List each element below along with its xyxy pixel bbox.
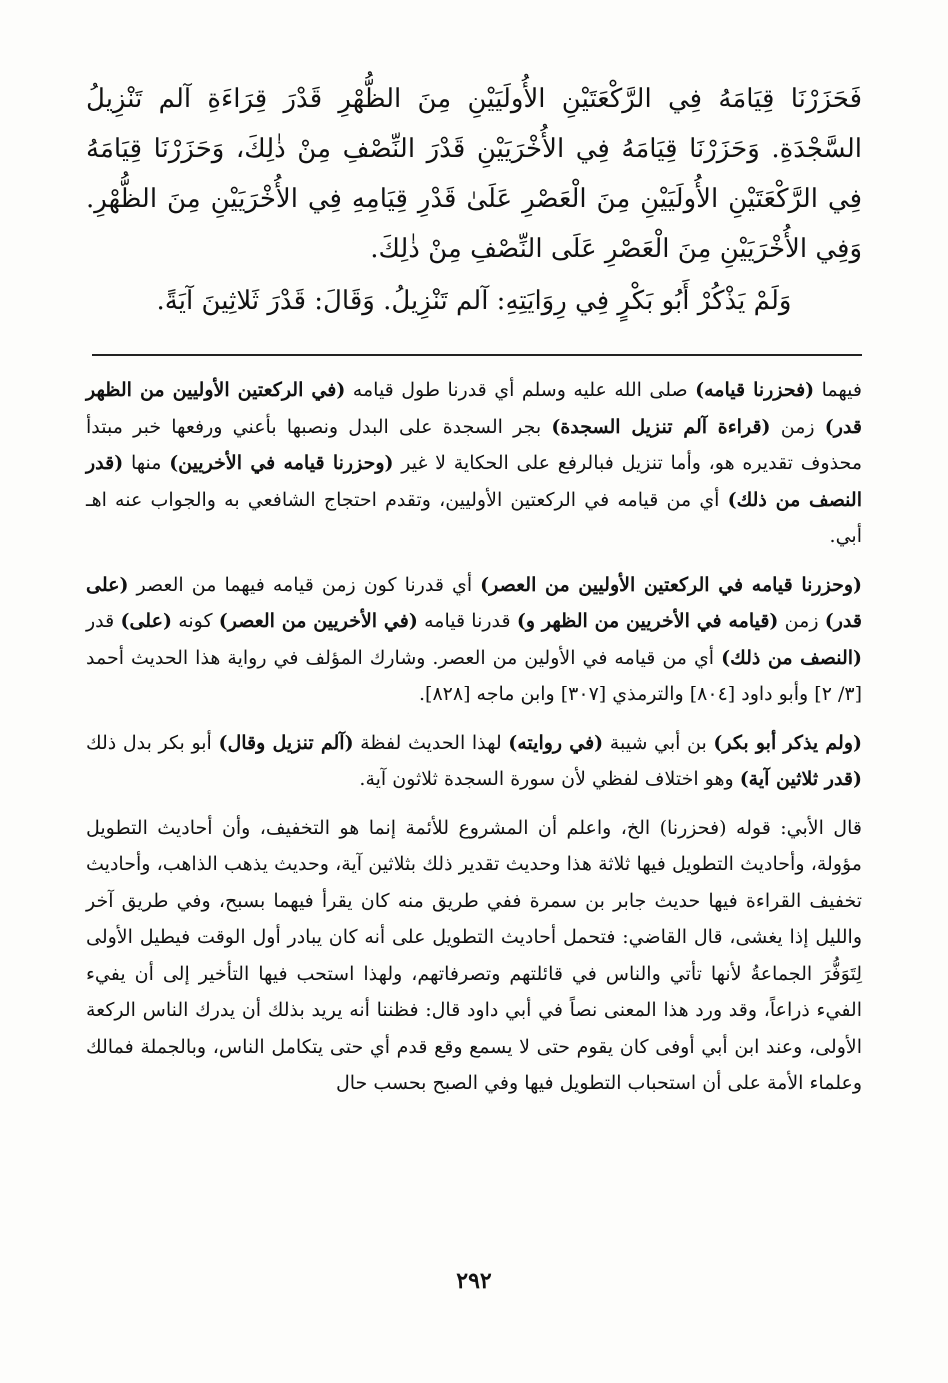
quoted-phrase: (فحزرنا قيامه) bbox=[695, 379, 815, 401]
quoted-phrase: (في روايته) bbox=[508, 731, 604, 754]
commentary-text: منها bbox=[123, 452, 170, 474]
commentary-text: زمن bbox=[770, 415, 825, 438]
quoted-phrase: (ولم يذكر أبو بكر) bbox=[713, 731, 862, 754]
commentary-text: بن أبي شيبة bbox=[603, 731, 714, 754]
commentary-text: أي قدرنا كون زمن قيامه فيهما من العصر bbox=[128, 573, 481, 596]
hadith-paragraph: فَحَزَرْنَا قِيَامَهُ فِي الرَّكْعَتَيْنِ الأُولَيَيْنِ مِنَ الظُّهْرِ قَدْرَ قِرَاءَةِ آلم تَنْزِيلُ السَّجْدَةِ. وَحَزَرْنَا قِيَامَهُ فِي الأُخْرَيَيْنِ قَدْرَ النِّصْفِ مِنْ ذٰلِكَ، وَحَزَرْنَا قِيَامَهُ فِي الرَّكْعَتَيْنِ الأُولَيَيْنِ مِنَ الْعَصْرِ عَلَىٰ قَدْرِ قِيَامِهِ فِي الأُخْرَيَيْنِ مِنَ الظُّهْرِ. وَفِي الأُخْرَيَيْنِ مِنَ الْعَصْرِ عَلَى النِّصْفِ مِنْ ذٰلِكَ. bbox=[86, 84, 862, 264]
commentary-text: قدرنا قيامه bbox=[417, 610, 517, 632]
quoted-phrase: (في الركعتين الأوليين من الظهر قدر) bbox=[86, 379, 862, 438]
commentary bbox=[86, 372, 862, 1114]
quoted-phrase: (وحزرنا قيامه في الركعتين الأوليين من العصر) bbox=[480, 573, 862, 596]
commentary-text: فيهما bbox=[814, 379, 862, 401]
quoted-phrase: (قدر ثلاثين آية) bbox=[739, 768, 862, 790]
quoted-phrase: (في الأخريين من العصر) bbox=[218, 610, 418, 632]
quoted-phrase: (قراءة آلم تنزيل السجدة) bbox=[551, 415, 771, 438]
quoted-phrase: (النصف من ذلك) bbox=[721, 646, 863, 669]
commentary-text: لهذا الحديث لفظة bbox=[353, 731, 509, 754]
commentary-text: بجر السجدة على البدل ونصبها بأعني ورفعها خبر مبتدأ محذوف تقديره هو، وأما تنزيل فبالرفع على الحكاية لا غير bbox=[86, 415, 862, 474]
commentary-text: أبو بكر بدل ذلك bbox=[86, 731, 219, 754]
commentary-text: وهو اختلاف لفظي لأن سورة السجدة ثلاثون آية. bbox=[359, 768, 740, 790]
separator-line bbox=[92, 354, 862, 356]
commentary-text: زمن bbox=[778, 610, 825, 632]
page-number: ٢٩٢ bbox=[456, 1268, 492, 1294]
commentary-paragraph bbox=[86, 567, 862, 713]
commentary-paragraph bbox=[86, 725, 862, 798]
hadith-text bbox=[86, 74, 862, 326]
hadith-narration-note: وَلَمْ يَذْكُرْ أَبُو بَكْرٍ فِي رِوَايَتِهِ: آلم تَنْزِيلُ. وَقَالَ: قَدْرَ ثَلاثِينَ آيَةً. bbox=[156, 286, 792, 316]
commentary-text: أي من قيامه في الأولين من العصر. وشارك المؤلف في رواية هذا الحديث أحمد [٣/ ٢] وأبو داود [٨٠٤] والترمذي [٣٠٧] وابن ماجه [٨٢٨]. bbox=[86, 646, 862, 705]
quoted-phrase: (قدر النصف من ذلك) bbox=[86, 452, 862, 511]
quoted-phrase: (وحزرنا قيامه في الأخريين) bbox=[169, 452, 394, 474]
commentary-paragraph bbox=[86, 372, 862, 555]
commentary-paragraph: قال الأبي: قوله (فحزرنا) الخ، واعلم أن المشروع للأئمة إنما هو التخفيف، وأن أحاديث التطويل مؤولة، وأحاديث التطويل فيها ثلاثة هذا وحديث تقدير ذلك بثلاثين آية، وحديث يذهب الذاهب، وأحاديث تخفيف القراءة فيها حديث جابر بن سمرة ففي طريق منه كان يقرأ فيهما بسبح، وفي طريق آخر والليل إذا يغشى، قال القاضي: فتحمل أحاديث التطويل على أنه كان يبادر أول الوقت فيطيل الأولى لِتَوَفُّرَ الجماعةُ لأنها تأتي والناس في قائلتهم وتصرفاتهم، ولهذا استحب فيها التأخير إلى أن يفيء الفيء ذراعاً، وقد ورد هذا المعنى نصاً في أبي داود قال: فظننا أنه يريد بذلك أن يدرك الناس الركعة الأولى، وعند ابن أبي أوفى كان يقوم حتى لا يسمع وقع قدم أي حتى يتكامل الناس، وبالجملة فمالك وعلماء الأمة على أن استحباب التطويل فيها وفي الصبح بحسب حال bbox=[86, 816, 862, 1094]
commentary-text: أي من قيامه في الركعتين الأوليين، وتقدم احتجاج الشافعي به والجواب عنه اهـ أبي. bbox=[86, 488, 862, 547]
quoted-phrase: (قيامه في الأخريين من الظهر و) bbox=[516, 610, 779, 632]
commentary-text: صلى الله عليه وسلم أي قدرنا طول قيامه bbox=[345, 379, 696, 401]
quoted-phrase: (على قدر) bbox=[86, 573, 862, 632]
quoted-phrase: (آلم تنزيل وقال) bbox=[218, 731, 354, 754]
quoted-phrase: (على) bbox=[120, 610, 172, 632]
commentary-text: قدر bbox=[86, 610, 121, 632]
commentary-text: كونه bbox=[171, 610, 219, 632]
